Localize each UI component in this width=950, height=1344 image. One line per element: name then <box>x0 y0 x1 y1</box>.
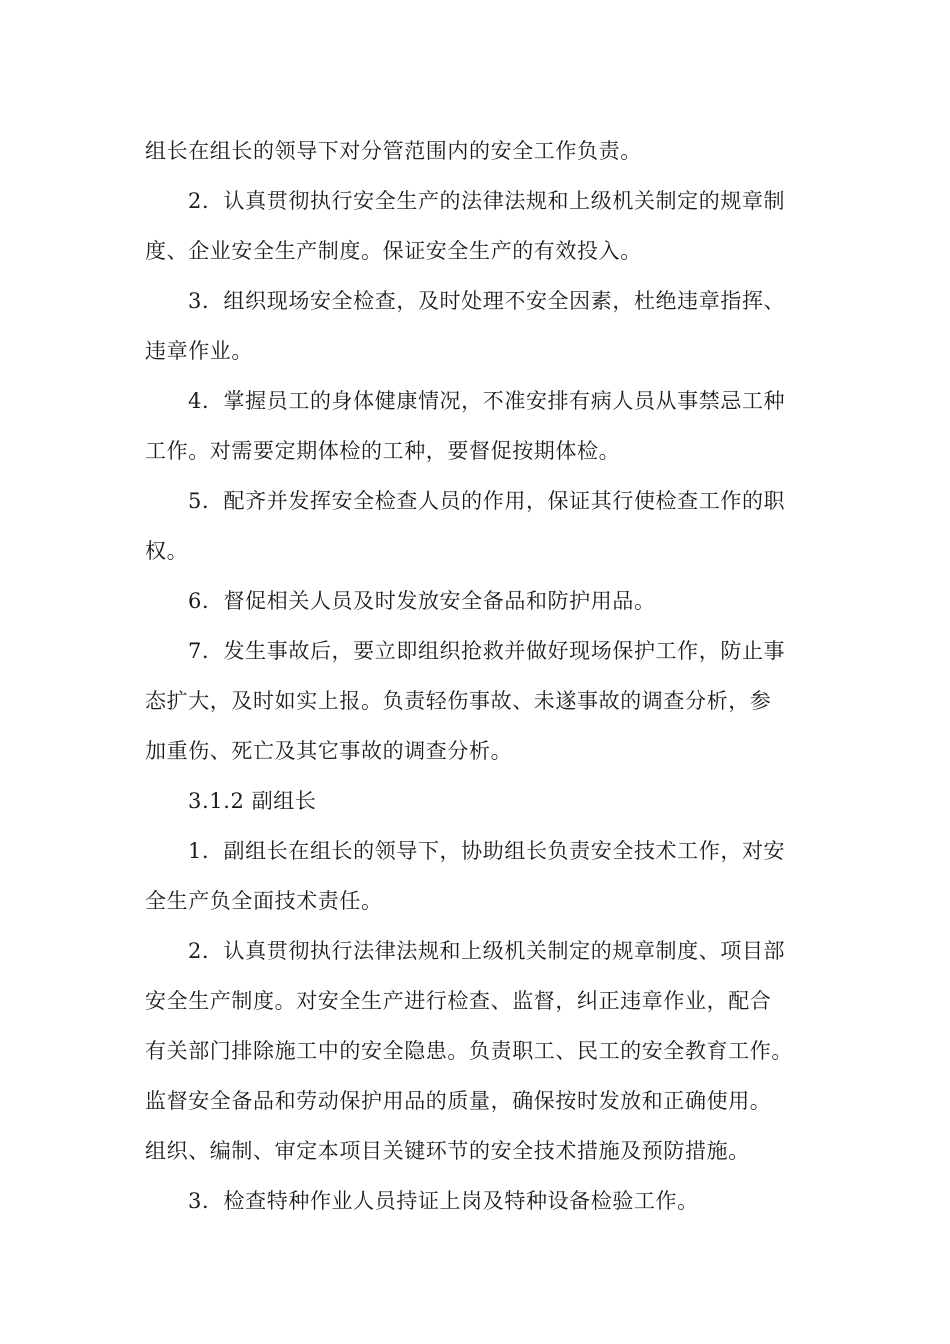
text-line: 安全生产制度。对安全生产进行检查、监督，纠正违章作业，配合 <box>145 989 772 1013</box>
text-line: 加重伤、死亡及其它事故的调查分析。 <box>145 739 513 763</box>
text-line: 2．认真贯彻执行法律法规和上级机关制定的规章制度、项目部 <box>188 939 786 963</box>
text-line: 态扩大，及时如实上报。负责轻伤事故、未遂事故的调查分析，参 <box>145 689 772 713</box>
text-line: 工作。对需要定期体检的工种，要督促按期体检。 <box>145 439 621 463</box>
text-line: 6．督促相关人员及时发放安全备品和防护用品。 <box>188 589 656 613</box>
text-line: 组长在组长的领导下对分管范围内的安全工作负责。 <box>145 139 642 163</box>
text-line: 1．副组长在组长的领导下，协助组长负责安全技术工作，对安 <box>188 839 786 863</box>
text-line: 5．配齐并发挥安全检查人员的作用，保证其行使检查工作的职 <box>188 489 786 513</box>
text-line: 7．发生事故后，要立即组织抢救并做好现场保护工作，防止事 <box>188 639 786 663</box>
text-line: 违章作业。 <box>145 339 253 363</box>
text-line: 组织、编制、审定本项目关键环节的安全技术措施及预防措施。 <box>145 1139 750 1163</box>
text-line: 全生产负全面技术责任。 <box>145 889 383 913</box>
text-line: 3．组织现场安全检查，及时处理不安全因素，杜绝违章指挥、 <box>188 289 786 313</box>
text-line: 监督安全备品和劳动保护用品的质量，确保按时发放和正确使用。 <box>145 1089 772 1113</box>
text-line: 4．掌握员工的身体健康情况，不准安排有病人员从事禁忌工种 <box>188 389 786 413</box>
text-line: 度、企业安全生产制度。保证安全生产的有效投入。 <box>145 239 642 263</box>
text-line: 3．检查特种作业人员持证上岗及特种设备检验工作。 <box>188 1189 699 1213</box>
section-heading: 3.1.2 副组长 <box>188 789 317 813</box>
text-line: 权。 <box>145 539 189 563</box>
text-line: 有关部门排除施工中的安全隐患。负责职工、民工的安全教育工作。 <box>145 1039 793 1063</box>
text-line: 2．认真贯彻执行安全生产的法律法规和上级机关制定的规章制 <box>188 189 786 213</box>
